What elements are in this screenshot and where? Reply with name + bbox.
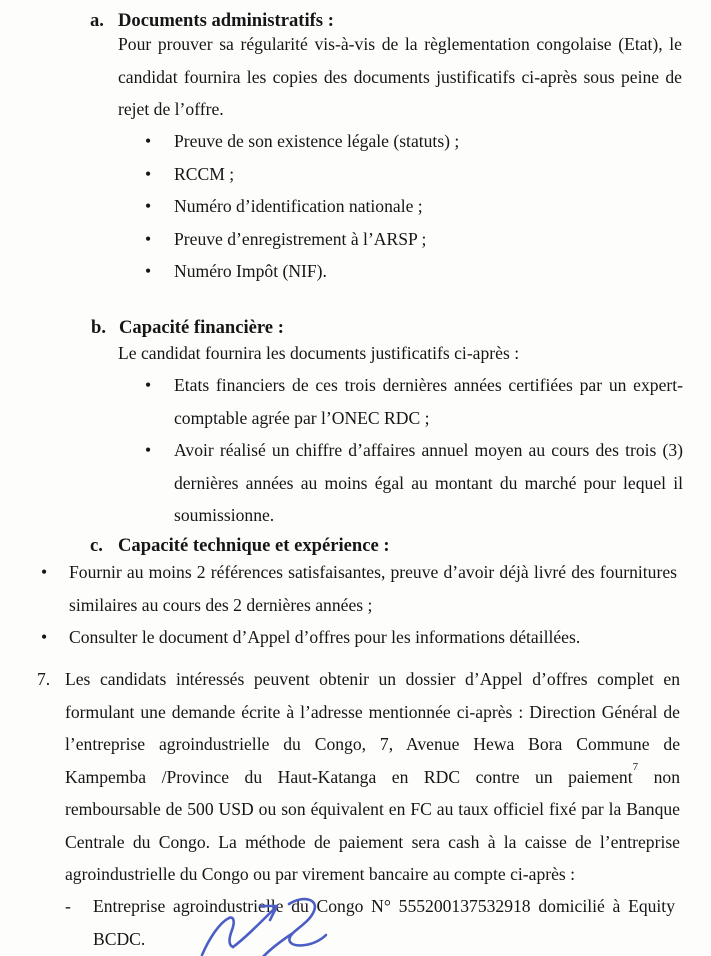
section-b-bullet-list [143,369,683,532]
section-c-heading [90,534,390,558]
list-item-text: Fournir au moins 2 références satisfaisantes, preuve d’avoir déjà livré des fournitures similaires au cours des 2 dernières années ; [69,562,677,615]
footnote-reference-7: 7 [632,760,639,773]
bullet-icon: • [145,375,152,395]
bullet-icon: • [41,627,48,647]
list-item-text: Numéro Impôt (NIF). [174,261,327,281]
section-c-title: Capacité technique et expérience : [118,535,390,556]
item-7-paragraph [65,663,680,891]
section-b-title: Capacité financière : [119,317,284,338]
bank-account-item [65,890,677,955]
list-item [143,125,679,158]
list-item-text: RCCM ; [174,163,235,184]
section-b-letter: b. [91,317,106,338]
bullet-icon: • [41,562,48,582]
section-b-intro-paragraph: Le candidat fournira les documents justificatifs ci-après : [118,343,520,363]
list-item-text: Consulter le document d’Appel d’offres pour les informations détaillées. [69,627,581,647]
section-c-bullet-list [37,556,677,654]
item-7-number: 7. [37,669,51,689]
list-item-text: Etats financiers de ces trois dernières années certifiées par un expert-comptable agrée par l’ONEC RDC ; [174,375,683,428]
numbered-item-7 [37,663,680,891]
bullet-icon: • [145,163,152,184]
list-item [37,621,677,654]
section-a-intro-paragraph: Pour prouver sa régularité vis-à-vis de la règlementation congolaise (Etat), le candidat fournira les copies des documents justificatifs ci-après sous peine de rejet de l’offre. [118,34,682,119]
list-item-text: Preuve d’enregistrement à l’ARSP ; [174,228,427,249]
list-item [143,434,683,532]
section-c-letter: c. [90,535,103,556]
list-item [143,190,679,223]
list-item [143,223,679,256]
bullet-icon: • [145,261,152,281]
list-item [143,255,679,288]
list-item-text: Avoir réalisé un chiffre d’affaires annuel moyen au cours des trois (3) dernières années au moins égal au montant du marché pour lequel il soumissionne. [174,440,683,525]
list-item-text: Preuve de son existence légale (statuts) ; [174,131,460,151]
section-a-title: Documents administratifs : [118,10,334,31]
item-7-text-after-footnote: non remboursable de 500 USD ou son équivalent en FC au taux officiel fixé par la Banque Centrale du Congo. La méthode de paiement sera cash à la caisse de l’entreprise agroindustrielle du Congo ou par virement bancaire au compte ci-après : [65,766,680,884]
list-item [143,158,679,191]
bullet-icon: • [145,440,152,460]
list-item-text: Numéro d’identification nationale ; [174,196,423,216]
pen-scribble-icon [172,895,352,956]
handwritten-pen-mark [172,895,352,956]
dash-marker: - [65,896,71,916]
list-item [143,369,683,434]
section-a-letter: a. [90,10,104,31]
section-a-bullet-list [143,125,679,288]
bullet-icon: • [145,228,152,249]
list-item [37,556,677,621]
item-7-text-before-footnote: Les candidats intéressés peuvent obtenir un dossier d’Appel d’offres complet en formulant une demande écrite à l’adresse mentionnée ci-après : Direction Général de l’entreprise agroindustrielle du Congo, 7, Avenue Hewa Bora Commune de Kampemba /Province du Haut-Katanga en RDC contre un paiement [65,669,680,787]
bullet-icon: • [145,196,152,216]
bank-account-line: Entreprise agroindustrielle du Congo N° 555200137532918 domicilié à Equity BCDC. [93,896,675,949]
bullet-icon: • [145,131,152,151]
